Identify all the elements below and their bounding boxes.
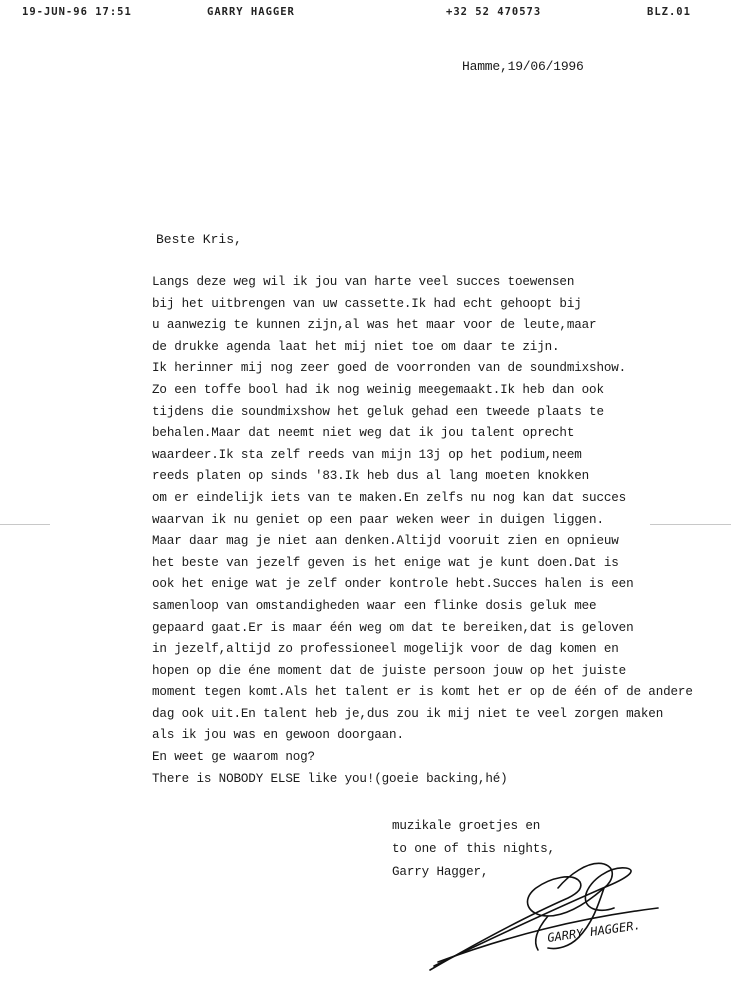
body-line: het beste van jezelf geven is het enige wat je kunt doen.Dat is: [152, 555, 619, 570]
scan-artifact-line-left: [0, 524, 50, 525]
fax-phone: +32 52 470573: [446, 6, 542, 18]
fax-date-time: 19-JUN-96 17:51: [22, 6, 132, 18]
body-line: om er eindelijk iets van te maken.En zelfs nu nog kan dat succes: [152, 490, 627, 505]
body-line: hopen op die éne moment dat de juiste persoon jouw op het juiste: [152, 663, 627, 678]
handwritten-signature: [428, 858, 718, 978]
closing-line: to one of this nights,: [392, 842, 555, 856]
body-line: samenloop van omstandigheden waar een flinke dosis geluk mee: [152, 598, 597, 613]
body-line: There is NOBODY ELSE like you!(goeie backing,hé): [152, 771, 508, 786]
fax-header: [0, 6, 731, 22]
closing-line: Garry Hagger,: [392, 865, 489, 879]
body-line: dag ook uit.En talent heb je,dus zou ik mij niet te veel zorgen maken: [152, 706, 664, 721]
body-line: ook het enige wat je zelf onder kontrole hebt.Succes halen is een: [152, 577, 634, 592]
body-line: bij het uitbrengen van uw cassette.Ik had echt gehoopt bij: [152, 296, 582, 311]
body-line: u aanwezig te kunnen zijn,al was het maar voor de leute,maar: [152, 318, 597, 333]
fax-page-number: BLZ.01: [647, 6, 691, 18]
body-line: behalen.Maar dat neemt niet weg dat ik jou talent oprecht: [152, 426, 575, 441]
letter-place-date: Hamme,19/06/1996: [462, 59, 584, 74]
fax-sender: GARRY HAGGER: [207, 6, 295, 18]
closing-line: muzikale groetjes en: [392, 819, 541, 833]
body-line: waarvan ik nu geniet op een paar weken weer in duigen liggen.: [152, 512, 604, 527]
body-line: En weet ge waarom nog?: [152, 750, 315, 765]
body-line: Maar daar mag je niet aan denken.Altijd vooruit zien en opnieuw: [152, 534, 619, 549]
signature-lettering: GARRY HAGGER.: [546, 918, 642, 945]
body-line: Ik herinner mij nog zeer goed de voorronden van de soundmixshow.: [152, 361, 627, 376]
scan-artifact-line-right: [650, 524, 731, 525]
body-line: waardeer.Ik sta zelf reeds van mijn 13j op het podium,neem: [152, 447, 582, 462]
body-line: gepaard gaat.Er is maar één weg om dat te bereiken,dat is geloven: [152, 620, 634, 635]
body-line: Langs deze weg wil ik jou van harte veel succes toewensen: [152, 275, 575, 289]
body-line: tijdens die soundmixshow het geluk gehad een tweede plaats te: [152, 404, 604, 419]
body-line: moment tegen komt.Als het talent er is komt het er op de één of de andere: [152, 685, 693, 700]
body-line: Zo een toffe bool had ik nog weinig meegemaakt.Ik heb dan ook: [152, 382, 604, 397]
letter-salutation: Beste Kris,: [156, 232, 242, 247]
letter-body: [152, 272, 712, 790]
body-line: in jezelf,altijd zo professioneel mogelijk voor de dag komen en: [152, 642, 619, 657]
body-line: als ik jou was en gewoon doorgaan.: [152, 728, 404, 743]
body-line: reeds platen op sinds '83.Ik heb dus al lang moeten knokken: [152, 469, 590, 484]
body-line: de drukke agenda laat het mij niet toe om daar te zijn.: [152, 339, 560, 354]
